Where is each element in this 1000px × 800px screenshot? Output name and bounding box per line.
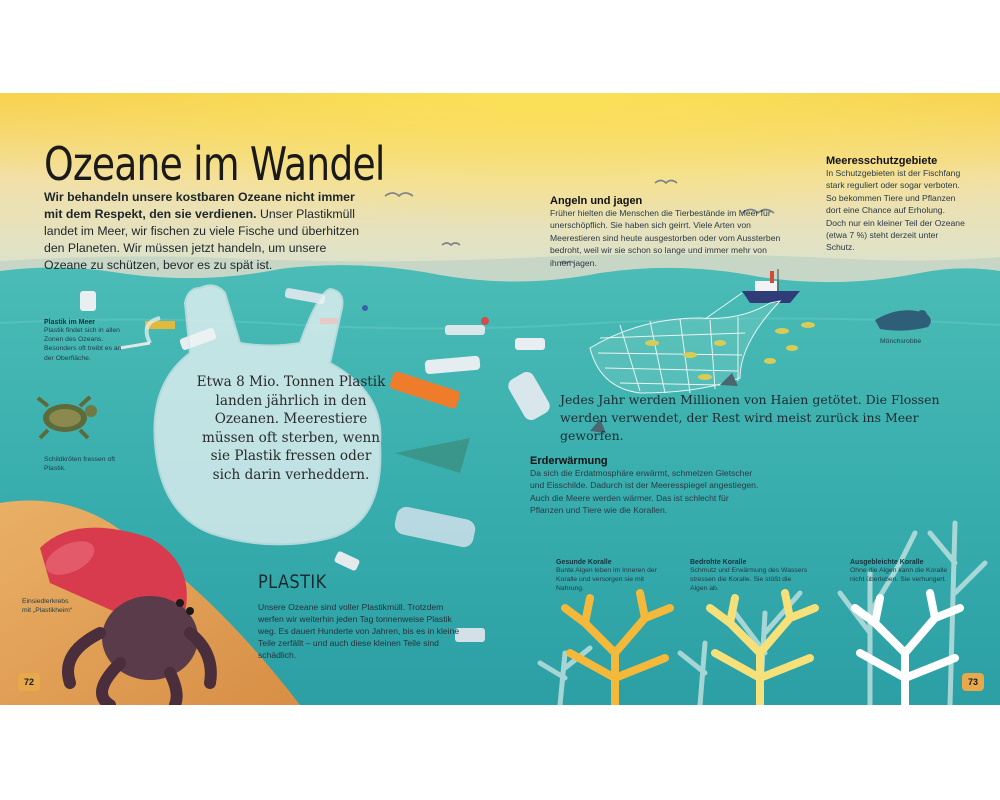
coral-bleached-body: Ohne die Algen kann die Koralle nicht überleben. Sie verhungert. (850, 567, 948, 584)
page-number-left: 72 (18, 673, 40, 691)
coral-bleached-block (850, 559, 962, 584)
erderwaermung-heading: Erderwärmung (530, 455, 608, 467)
coral-healthy-body: Bunte Algen leben im Inneren der Koralle und versorgen sie mit Nahrung. (556, 567, 657, 593)
plastik-heading: PLASTIK (258, 571, 327, 593)
coral-healthy-block (556, 559, 668, 594)
page-number-right: 73 (962, 673, 984, 691)
coral-healthy-heading: Gesunde Koralle (556, 559, 612, 566)
coral-threatened-body: Schmutz und Erwärmung des Wassers stressen die Koralle. Sie stößt die Algen ab. (690, 567, 808, 593)
plastik-meer-block (44, 319, 122, 363)
angeln-heading: Angeln und jagen (550, 195, 643, 207)
coral-threatened-heading: Bedrohte Koralle (690, 559, 747, 566)
angeln-body: Früher hielten die Menschen die Tierbestände im Meer für unerschöpflich. Sie haben sich geirrt. Viele Arten von Meerestieren sind heute ausgestorben oder vom Aussterben bedroht, weil wir sie schon so lange und immer mehr von ihnen jagen. (550, 208, 781, 268)
plastik-meer-heading: Plastik im Meer (44, 319, 95, 326)
coral-threatened-block (690, 559, 810, 594)
schutz-block (826, 155, 966, 254)
shark-callout: Jedes Jahr werden Millionen von Haien getötet. Die Flossen werden verwendet, der Rest wird meist zurück ins Meer geworfen. (560, 392, 940, 443)
schutz-body: In Schutzgebieten ist der Fischfang stark reguliert oder sogar verboten. So bekommen Tiere und Pflanzen dort eine Chance auf Erholung. Doch nur ein kleiner Teil der Ozeane (etwa 7 %) steht derzeit unter Schutz. (826, 168, 965, 253)
erderwaermung-block (530, 455, 760, 517)
plastik-body: Unsere Ozeane sind voller Plastikmüll. Trotzdem werfen wir weiterhin jeden Tag tonnenweise Plastik weg. Es dauert Hunderte von Jahren, bis es in kleine Teile zerfällt – und auch diese kleinen Teile sind schädlich. (258, 602, 460, 660)
erderwaermung-body: Da sich die Erdatmosphäre erwärmt, schmelzen Gletscher und Eisschilde. Dadurch ist der Meeresspiegel angestiegen. Auch die Meere werden wärmer. Das ist schlecht für Pflanzen und Tiere wie die Korallen. (530, 468, 759, 516)
coral-bleached-heading: Ausgebleichte Koralle (850, 559, 924, 566)
bag-callout: Etwa 8 Mio. Tonnen Plastik landen jährlich in den Ozeanen. Meerestiere müssen oft sterben, wenn sie Plastik fressen oder sich darin verheddern. (196, 374, 386, 483)
intro-text (44, 189, 364, 274)
page-title: Ozeane im Wandel (44, 137, 385, 191)
intro-rest: Unser Plastikmüll landet im Meer, wir fischen zu viele Fische und überhitzen den Planeten. Wir müssen jetzt handeln, um unsere Ozeane zu schützen, bevor es zu spät ist. (44, 207, 360, 272)
hermit-crab-caption: Einsiedlerkrebs mit „Plastikheim“ (22, 598, 73, 615)
plastik-meer-body: Plastik findet sich in allen Zonen des Ozeans. Besonders oft treibt es an der Oberfläche. (44, 327, 122, 362)
intro-bold: Wir behandeln unsere kostbaren Ozeane nicht immer mit dem Respekt, den sie verdienen. (44, 190, 355, 221)
monk-seal-caption: Mönchsrobbe (880, 338, 922, 345)
turtle-caption: Schildkröten fressen oft Plastik. (44, 456, 116, 473)
schutz-heading: Meeresschutzgebiete (826, 155, 938, 167)
book-spread (0, 93, 1000, 705)
angeln-block (550, 195, 785, 269)
